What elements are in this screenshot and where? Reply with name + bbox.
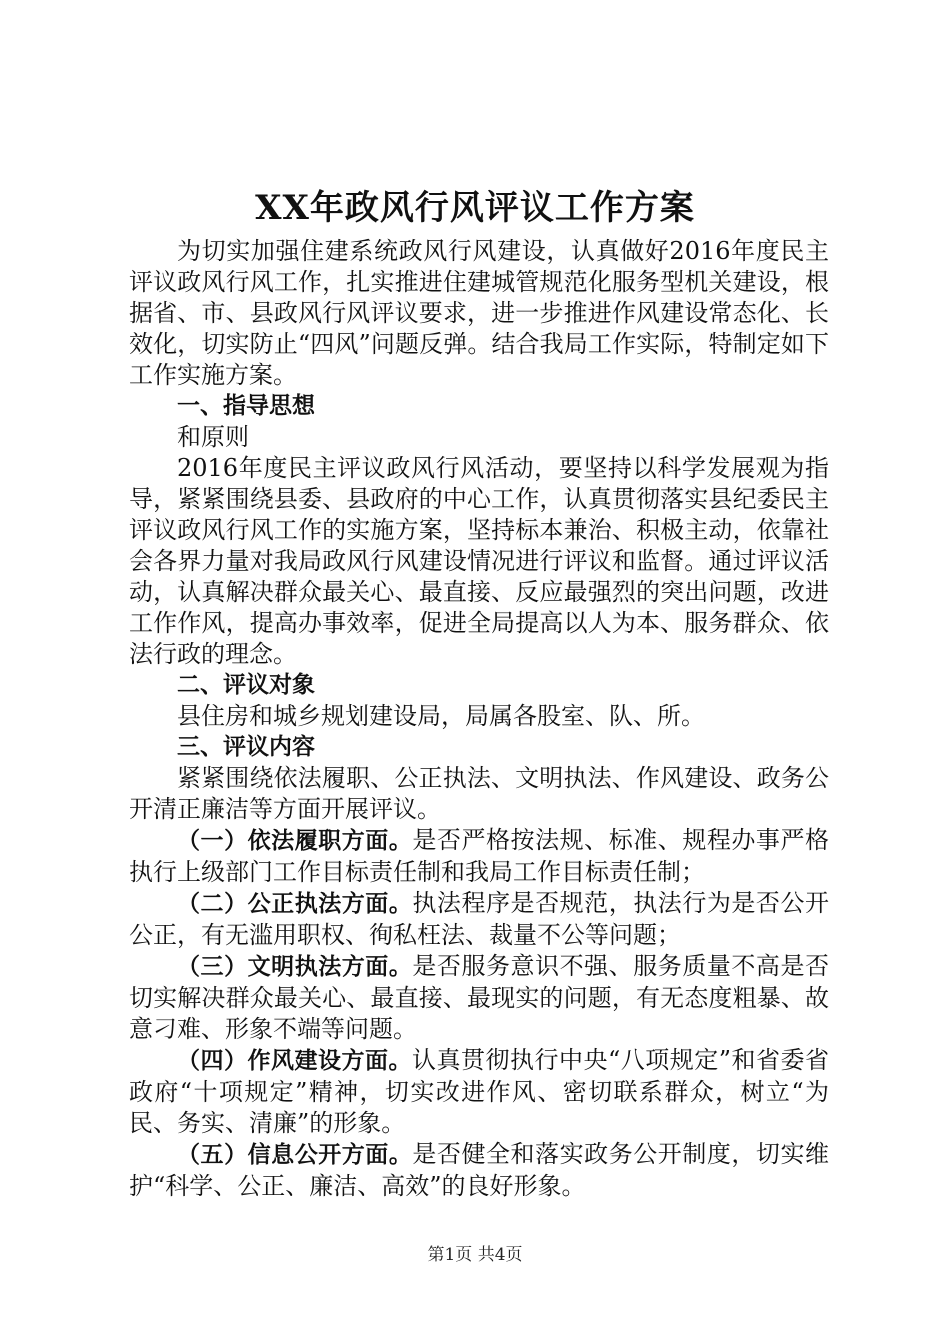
section-3-heading: 三、评议内容	[177, 734, 315, 760]
content-item-heading: （一）依法履职方面。	[177, 828, 413, 854]
section-3-paragraph: 紧紧围绕依法履职、公正执法、文明执法、作风建设、政务公开清正廉洁等方面开展评议。	[129, 764, 829, 823]
content-item-text: 是否健全和落实政务公开制度，切实维护“科学、公正、廉洁、高效”的良好形象。	[129, 1140, 830, 1200]
section-1-heading: 一、指导思想	[177, 393, 315, 419]
section-2-paragraph: 县住房和城乡规划建设局，局属各股室、队、所。	[177, 702, 705, 730]
content-item-text: 执法程序是否规范，执法行为是否公开公正，有无滥用职权、徇私枉法、裁量不公等问题；	[129, 889, 830, 949]
content-item-4	[129, 1045, 829, 1139]
content-item-heading: （四）作风建设方面。	[177, 1048, 412, 1074]
content-item-3	[129, 951, 829, 1045]
content-item-5	[129, 1139, 829, 1202]
content-item-text: 认真贯彻执行中央“八项规定”和省委省政府“十项规定”精神，切实改进作风、密切联系群众，树立“为民、务实、清廉”的形象。	[129, 1046, 829, 1137]
content-item-heading: （五）信息公开方面。	[177, 1142, 413, 1168]
page-number-footer: 第1页 共4页	[427, 1245, 523, 1265]
content-item-2	[129, 888, 829, 951]
content-item-heading: （二）公正执法方面。	[177, 891, 413, 917]
document-body	[129, 236, 829, 1202]
document-title: XX年政风行风评议工作方案	[255, 188, 695, 228]
intro-paragraph: 为切实加强住建系统政风行风建设，认真做好2016年度民主评议政风行风工作，扎实推进住建城管规范化服务型机关建设，根据省、市、县政风行风评议要求，进一步推进作风建设常态化、长效化，切实防止“四风”问题反弹。结合我局工作实际，特制定如下工作实施方案。	[129, 237, 829, 389]
content-item-text: 是否服务意识不强、服务质量不高是否切实解决群众最关心、最直接、最现实的问题，有无态度粗暴、故意刁难、形象不端等问题。	[129, 952, 830, 1043]
content-item-text: 是否严格按法规、标准、规程办事严格执行上级部门工作目标责任制和我局工作目标责任制；	[129, 826, 830, 886]
section-1-paragraph: 2016年度民主评议政风行风活动，要坚持以科学发展观为指导，紧紧围绕县委、县政府的中心工作，认真贯彻落实县纪委民主评议政风行风工作的实施方案，坚持标本兼治、积极主动，依靠社会各界力量对我局政风行风建设情况进行评议和监督。通过评议活动，认真解决群众最关心、最直接、反应最强烈的突出问题，改进工作作风，提高办事效率，促进全局提高以人为本、服务群众、依法行政的理念。	[129, 454, 829, 668]
content-item-heading: （三）文明执法方面。	[177, 954, 413, 980]
section-2-heading: 二、评议对象	[177, 672, 315, 698]
section-1-subtitle: 和原则	[177, 423, 249, 451]
content-item-1	[129, 825, 829, 888]
